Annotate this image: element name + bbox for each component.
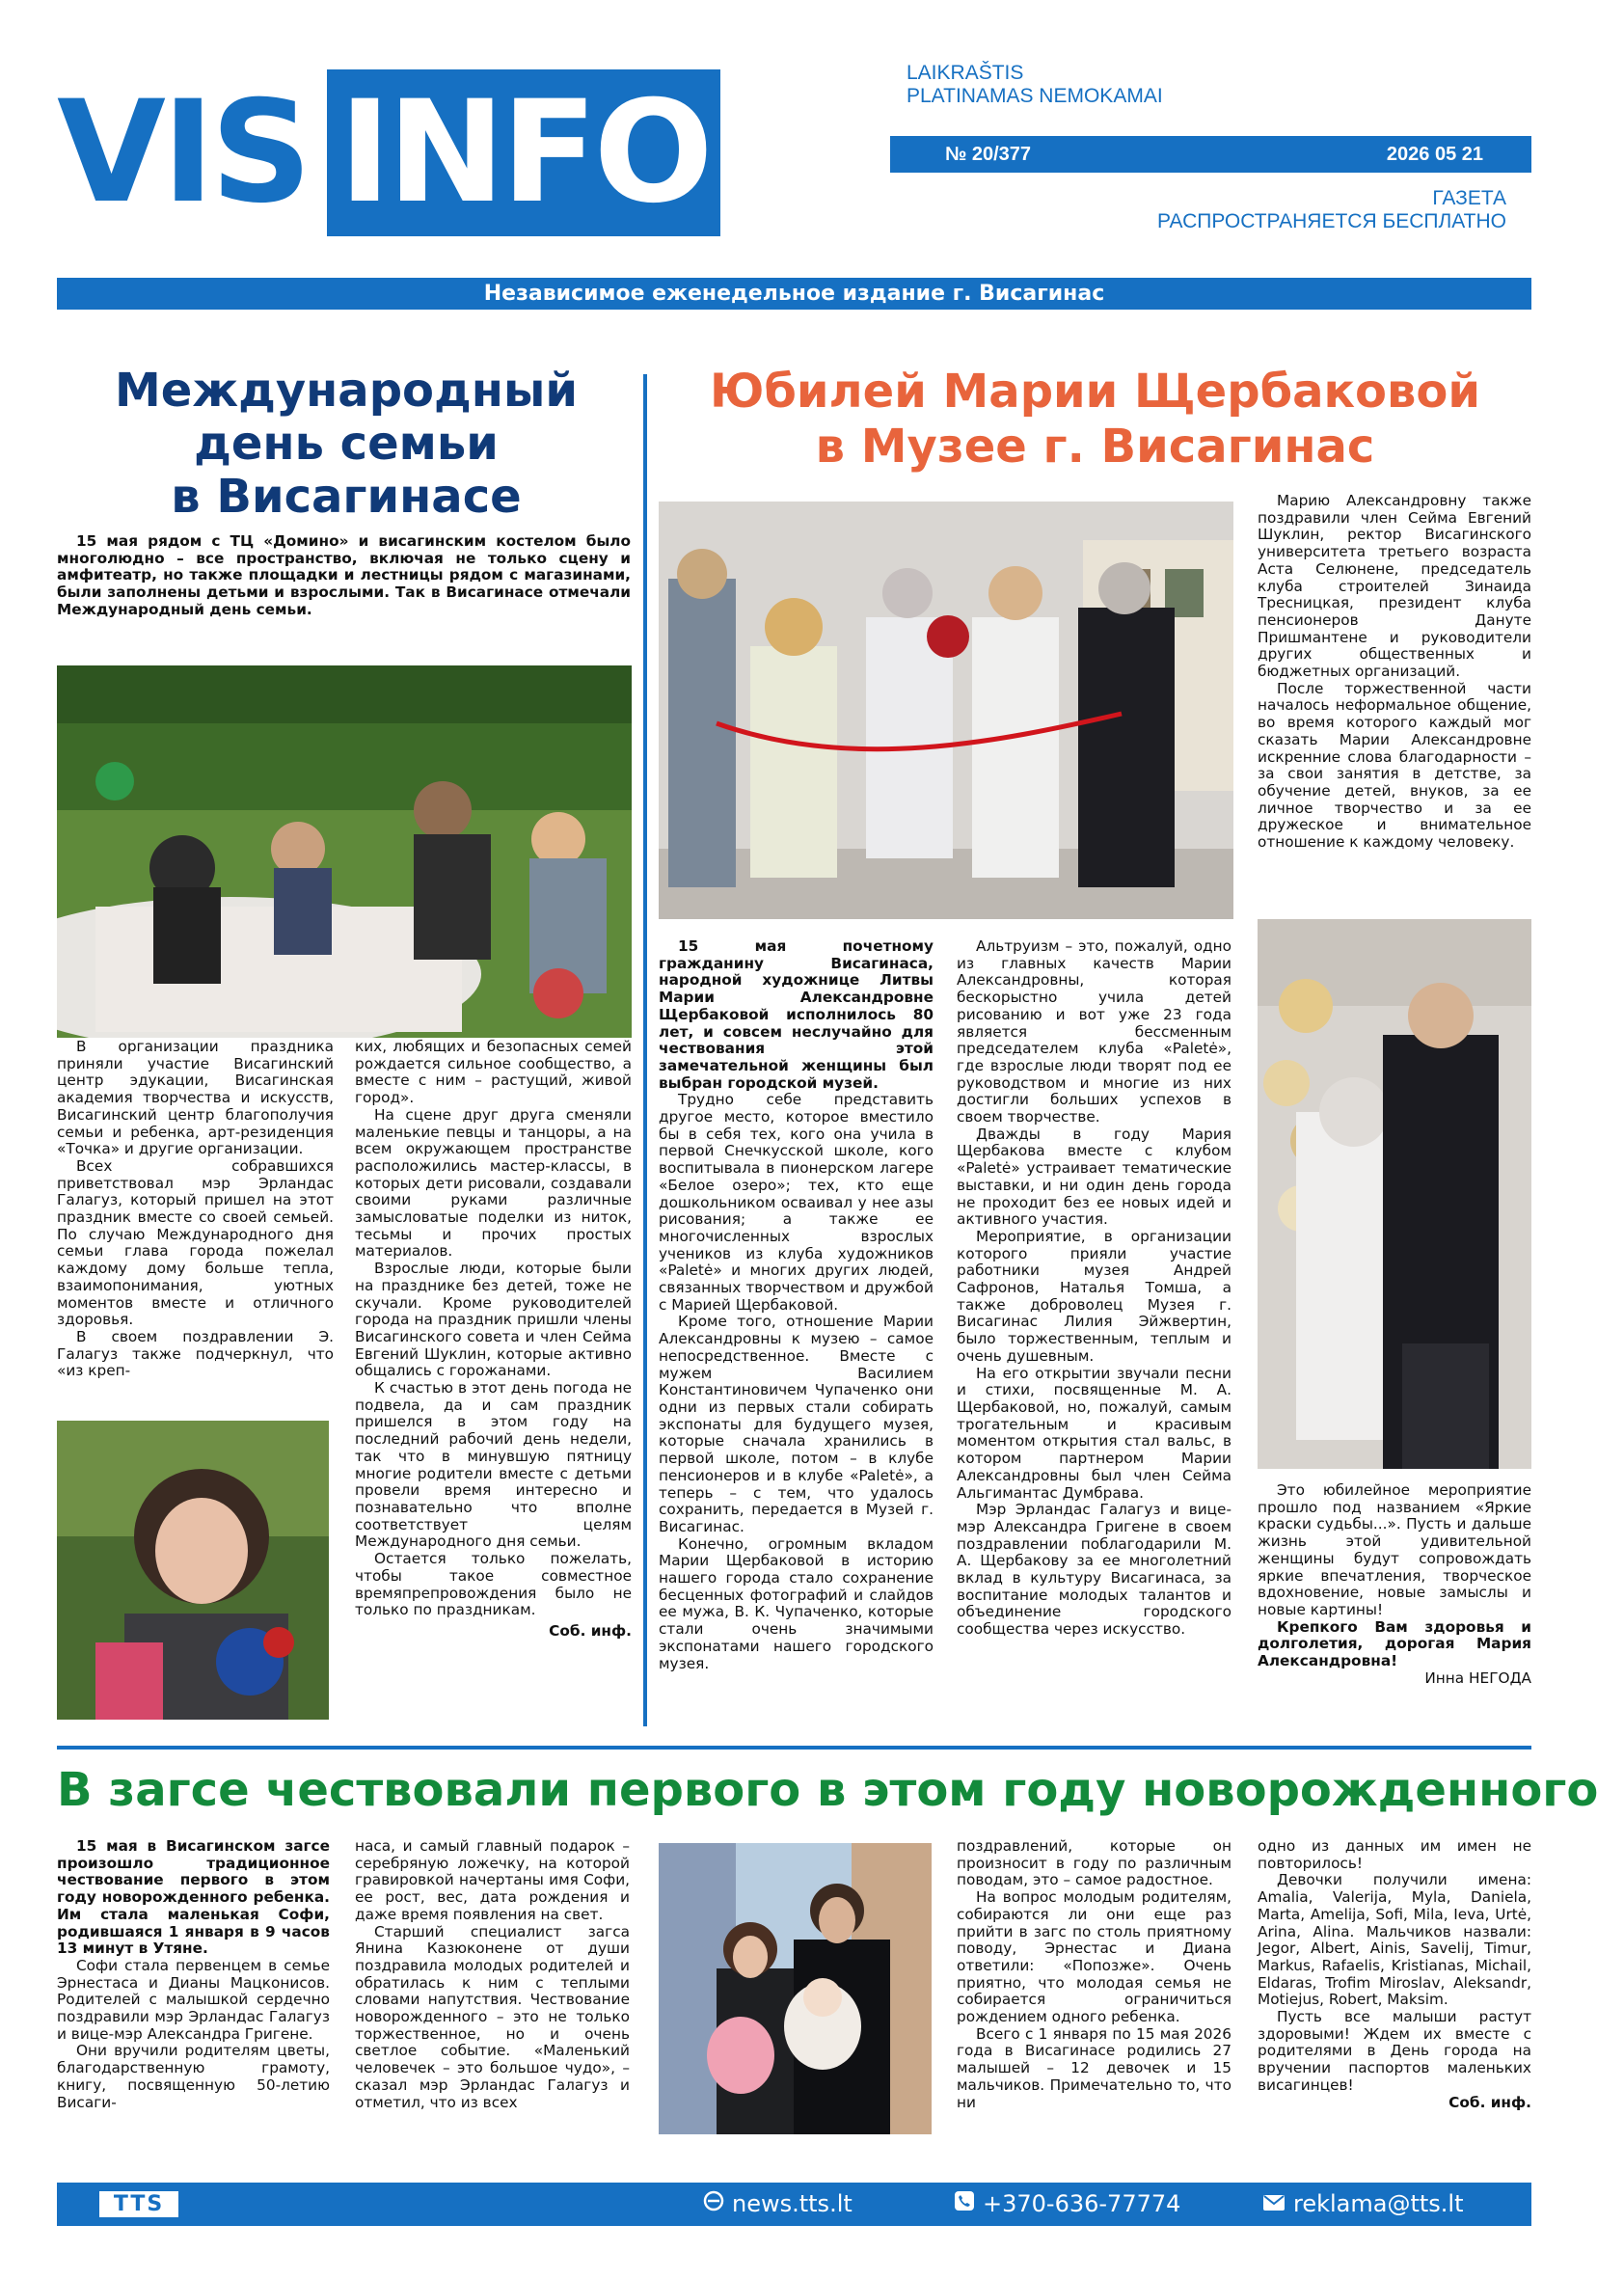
- newborn-col4: [1258, 1838, 1531, 2111]
- body-paragraph: Всего с 1 января по 15 мая 2026 года в Висагинасе родились 27 малышей – 12 девочек и 15 мальчиков. Примечательно то, что ни: [957, 2024, 1232, 2111]
- headline-line: в Висагинасе: [171, 470, 522, 524]
- newborn-col2: [355, 1838, 630, 2111]
- column-divider: [643, 374, 647, 1726]
- body-paragraph: Всех собравшихся приветствовал мэр Эрландас Галагуз, который пришел на этот праздник вместе со своей семьей. По случаю Международного дня семьи глава города пожелал каждому дому больше тепла, взаимопонимания, уютных моментов вместе и отличного здоровья.: [57, 1156, 334, 1329]
- body-paragraph: Трудно себе представить другое место, которое вместило бы в себя тех, кого она учила в первой Снечкусской школе, кого воспитывала в пионерском лагере «Белое озеро»; тех, кто еще дошкольником осваивал у нее азы рисования; а также ее многочисленных взрослых учеников из клуба художников «Paletė» и многих других людей, связанных творчеством и дружбой с Марией Щербаковой.: [659, 1091, 934, 1314]
- newborn-headline: В загсе чествовали первого в этом году новорожденного: [57, 1763, 1599, 1817]
- body-paragraph: Марию Александровну также поздравили член Сейма Евгений Шуклин, ректор Висагинского университета третьего возраста Аста Селюнене, председатель клуба строителей Зинаида Тресницкая, президент клуба пенсионеров Дануте Пришмантене и руководители других общественных и бюджетных организаций.: [1258, 492, 1531, 681]
- body-paragraph: ких, любящих и безопасных семей рождается сильное сообщество, а вместе с ним – растущий, живой город».: [355, 1038, 632, 1107]
- ribbon-cutting-photo: [659, 502, 1233, 919]
- jubilee-colB: [957, 938, 1232, 1639]
- masthead-ru-note: [1061, 187, 1506, 233]
- body-paragraph: Мероприятие, в организации которого прияли участие работники музея Андрей Сафронов, Наталья Томша, а также доброволец Музея г. Висагинас Лилия Эйжвертин, было торжественным, теплым и очень душевным.: [957, 1227, 1232, 1365]
- issue-date: 2026 05 21: [1386, 144, 1483, 165]
- tagline-bar: Независимое еженедельное издание г. Висагинас: [57, 278, 1531, 310]
- newborn-family-photo: [659, 1843, 932, 2134]
- body-paragraph: На вопрос молодым родителям, собираются ли они еще раз прийти в загс по столь приятному поводу, Эрнестас и Диана ответили: «Попозже». Очень приятно, что молодая семья не собирается ограничиться рождением одного ребенка.: [957, 1888, 1232, 2026]
- body-paragraph: Кроме того, отношение Марии Александровны к музею – самое непосредственное. Вместе с мужем Василием Константиновичем Чупаченко они одни из первых стали собирать экспонаты для будущего музея, которые сначала хранились в первой школе, потом – в клубе пенсионеров и в клубе «Paletė», а теперь – с тем, что удалось сохранить, передается в Музей г. Висагинас.: [659, 1313, 934, 1535]
- newspaper-logo: [57, 69, 720, 236]
- jubilee-colA: [659, 938, 934, 1672]
- body-paragraph: поздравлений, которые он произносит в году по различным поводам, это – самое радостное.: [957, 1837, 1232, 1889]
- mail-icon: [1262, 2183, 1286, 2226]
- body-paragraph: Остается только пожелать, чтобы такое совместное времяпрепровождения было не только по праздникам.: [355, 1550, 632, 1619]
- phone-icon: [954, 2183, 975, 2226]
- ru-line2: РАСПРОСТРАНЯЕТСЯ БЕСПЛАТНО: [1156, 210, 1506, 232]
- jubilee-colC-top: [1258, 493, 1531, 852]
- family-day-lead: [57, 533, 631, 619]
- lt-line1: LAIKRAŠTIS: [907, 62, 1024, 84]
- newborn-col1: [57, 1838, 330, 2111]
- footer-site-text[interactable]: news.tts.lt: [732, 2190, 853, 2217]
- footer-site[interactable]: [703, 2183, 853, 2226]
- body-paragraph: Конечно, огромным вкладом Марии Щербаковой в историю нашего города стало сохранение бесценных фотографий и слайдов ее мужа, В. К. Чупаченко, которые стали очень значимыми экспонатами нашего городского музея.: [659, 1534, 934, 1672]
- section-divider: [57, 1746, 1531, 1750]
- family-day-photo: [57, 665, 632, 1038]
- footer-email[interactable]: [1262, 2183, 1464, 2226]
- family-day-headline: [57, 365, 636, 524]
- headline-line: Международный: [115, 364, 578, 418]
- body-paragraph: Альтруизм – это, пожалуй, одно из главных качеств Марии Александровны, которая бескорыстно учила детей рисованию и вот уже 23 года является бессменным председателем клуба «Paletė», где взрослые люди творят под ее руководством и многие из них достигли больших успехов в своем творчестве.: [957, 937, 1232, 1126]
- issue-number: № 20/377: [945, 144, 1032, 165]
- jubilee-colC-bottom: [1258, 1482, 1531, 1687]
- body-paragraph: На сцене друг друга сменяли маленькие певцы и танцоры, а на всем окружающем пространстве расположились мастер-классы, в которых дети рисовали, создавали своими руками различные замысловатые поделки из ниток, тесьмы и прочих простых материалов.: [355, 1105, 632, 1261]
- footer-email-text[interactable]: reklama@tts.lt: [1293, 2190, 1464, 2217]
- lead-paragraph: 15 мая в Висагинском загсе произошло традиционное чествование первого в этом году новорожденного ребенка. Им стала маленькая Софи, родившаяся 1 января в 9 часов 13 минут в Утяне.: [57, 1837, 330, 1958]
- body-paragraph: Девочки получили имена: Amalia, Valerija, Myla, Daniela, Marta, Amelija, Sofi, Mila, Ieva, Urtė, Arina, Alina. Мальчиков назвали: Jegor, Albert, Ainis, Savelij, Timur, Markus, Rafaelis, Kristianas, Michail, Eldaras, Trofim Miroslav, Aleksandr, Motiejus, Robert, Maksim.: [1258, 1871, 1531, 2009]
- ru-line1: ГАЗЕТА: [1432, 187, 1506, 209]
- body-paragraph: одно из данных им имен не повторилось!: [1258, 1837, 1531, 1872]
- body-paragraph: наса, и самый главный подарок – серебряную ложечку, на которой гравировкой начертаны имя Софи, ее рост, вес, дата рождения и даже время появления на свет.: [355, 1837, 630, 1923]
- jubilee-headline: [659, 365, 1531, 475]
- signature: Соб. инф.: [1448, 2093, 1531, 2111]
- body-paragraph: Старший специалист загса Янина Казюконене от души поздравила молодых родителей и обратилась к ним с теплыми словами напутствия. Чествование новорожденного – это не только торжественное, но и очень светлое событие. «Маленький человечек – это большое чудо», – сказал мэр Эрландас Галагуз и отметил, что из всех: [355, 1922, 630, 2111]
- body-paragraph: Дважды в году Мария Щербакова вместе с клубом «Paletė» устраивает тематические выставки, и ни один день города не проходит без ее новых идей и активного участия.: [957, 1125, 1232, 1229]
- body-paragraph: Крепкого Вам здоровья и долголетия, дорогая Мария Александровна!: [1258, 1617, 1531, 1670]
- body-paragraph: Софи стала первенцем в семье Эрнестаса и Дианы Мацконисов. Родителей с малышкой сердечно поздравили мэр Эрландас Галагуз и вице-мэр Александра Григене.: [57, 1956, 330, 2043]
- headline-line: день семьи: [194, 417, 499, 471]
- logo-vis: VIS: [57, 70, 309, 234]
- waltz-photo: [1258, 919, 1531, 1469]
- tts-logo: TTS: [99, 2191, 178, 2217]
- body-paragraph: Взрослые люди, которые были на празднике без детей, тоже не скучали. Кроме руководителей города на праздник пришли члены Висагинского совета и член Сейма Евгений Шуклин, которые активно общались с горожанами.: [355, 1260, 632, 1380]
- newborn-col3: [957, 1838, 1232, 2111]
- family-day-col2: [355, 1039, 632, 1641]
- body-paragraph: После торжественной части началось неформальное общение, во время которого каждый мог сказать Марии Александровне искренние слова благодарности – за свои занятия в детстве, за обучение детей, внуков, за ее личное творчество и за ее дружеское и внимательное отношение к каждому человеку.: [1258, 679, 1531, 852]
- lead-paragraph: 15 мая рядом с ТЦ «Домино» и висагинским костелом было многолюдно – все пространство, включая не только сцену и амфитеатр, но также площадки и лестницы рядом с магазинами, были заполнены детьми и взрослыми. Так в Висагинасе отмечали Международный день семьи.: [57, 532, 631, 618]
- body-paragraph: На его открытии звучали песни и стихи, посвященные М. А. Щербаковой, но, пожалуй, самым трогательным и красивым моментом открытия стал вальс, в котором партнером Марии Александровны был член Сейма Альгимантас Думбрава.: [957, 1364, 1232, 1502]
- body-paragraph: К счастью в этот день погода не подвела, да и сам праздник пришелся в этом году на последний рабочий день недели, так что в минувшую пятницу многие родители вместе с детьми провели время интересно и познавательно что вполне соответствует целям Международного дня семьи.: [355, 1379, 632, 1551]
- body-paragraph: В своем поздравлении Э. Галагуз также подчеркнул, что «из креп-: [57, 1327, 334, 1380]
- issue-bar: [890, 136, 1531, 173]
- footer-phone-text[interactable]: +370-636-77774: [983, 2190, 1181, 2217]
- logo-info: INFO: [327, 69, 720, 236]
- body-paragraph: Пусть все малыши растут здоровыми! Ждем их вместе с родителями в День города на вручении паспортов маленьких висагинцев!: [1258, 2008, 1531, 2094]
- masthead-lt-note: [907, 62, 1163, 108]
- family-day-col1: [57, 1039, 334, 1380]
- body-paragraph: Это юбилейное мероприятие прошло под названием «Яркие краски судьбы...». Пусть и дальше жизнь этой удивительной женщины будут сопровождать яркие впечатления, творческое вдохновение, новые замыслы и новые картины!: [1258, 1481, 1531, 1618]
- body-paragraph: Они вручили родителям цветы, благодарственную грамоту, книгу, посвященную 50-летию Висаги-: [57, 2042, 330, 2111]
- signature: Соб. инф.: [549, 1621, 632, 1640]
- signature: Инна НЕГОДА: [1424, 1669, 1531, 1687]
- footer-phone[interactable]: [954, 2183, 1180, 2226]
- girl-with-toys-photo: [57, 1421, 329, 1720]
- body-paragraph: Мэр Эрландас Галагуз и вице-мэр Александра Григене в своем поздравлении поблагодарили М. А. Щербакову за ее многолетний вклад в культуру Висагинаса, за воспитание молодых талантов и объединение городского сообщества через искусство.: [957, 1501, 1232, 1639]
- body-paragraph: В организации праздника приняли участие Висагинский центр эдукации, Висагинская академия творчества и искусств, Висагинский центр благополучия семьи и ребенка, арт-резиденция «Точка» и другие организации.: [57, 1038, 334, 1158]
- footer-bar: [57, 2183, 1531, 2226]
- headline-line: Юбилей Марии Щербаковой: [709, 365, 1481, 419]
- lt-line2: PLATINAMAS NEMOKAMAI: [907, 85, 1163, 107]
- lead-paragraph: 15 мая почетному гражданину Висагинаса, народной художнице Литвы Марии Александровне Щербаковой исполнилось 80 лет, и совсем неслучайно для чествования этой замечательной женщины был выбран городской музей.: [659, 937, 934, 1092]
- globe-e-icon: [703, 2183, 724, 2226]
- headline-line: в Музее г. Висагинас: [815, 420, 1375, 474]
